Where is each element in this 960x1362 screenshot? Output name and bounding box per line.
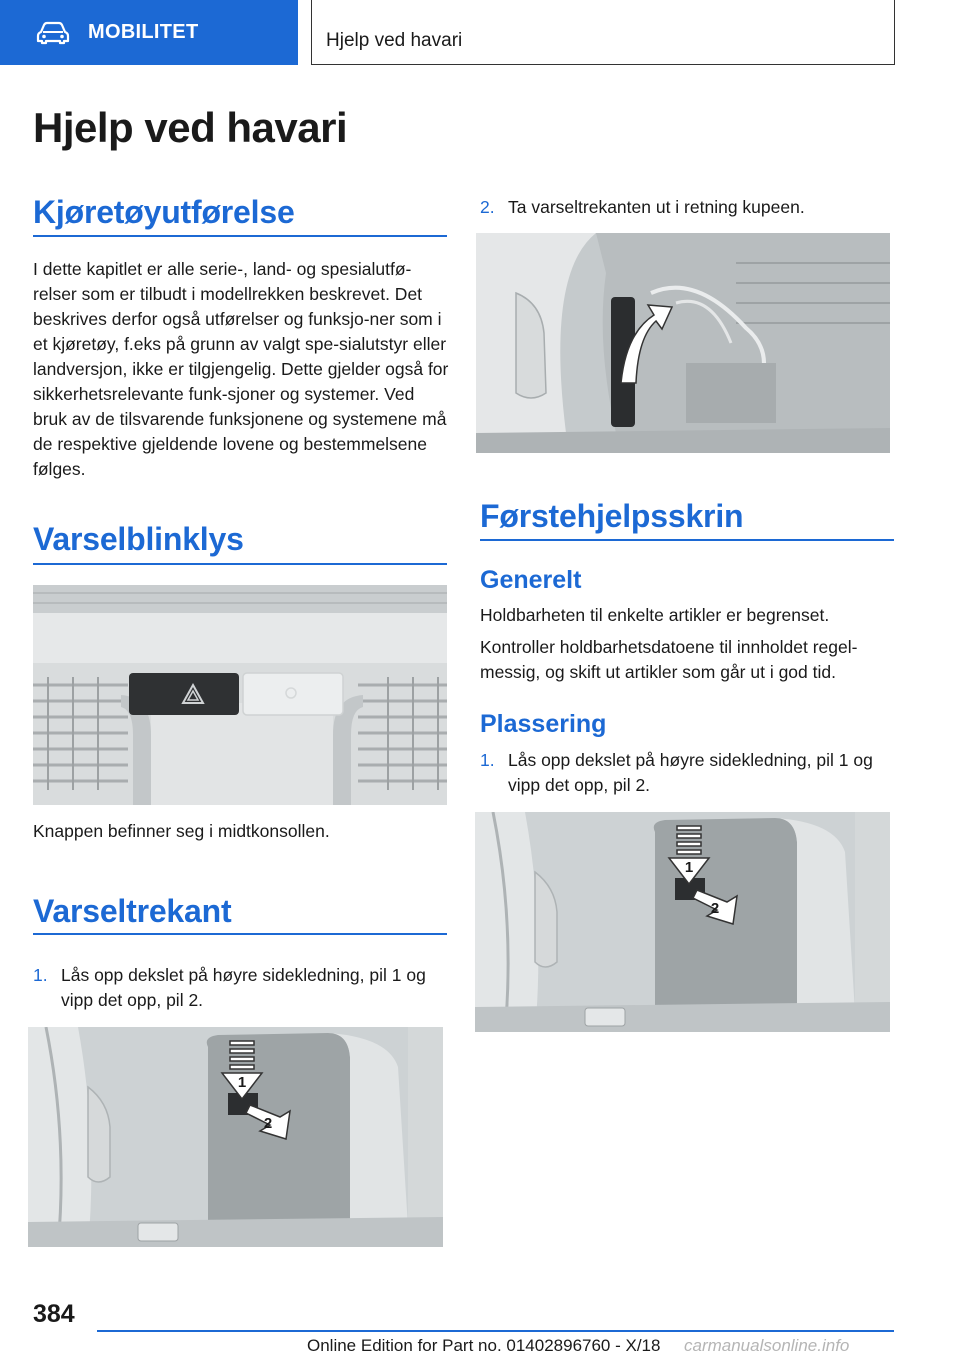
section-tab [0, 0, 298, 65]
general-heading: Generelt [480, 566, 582, 594]
general-text-1: Holdbarheten til enkelte artikler er begrenset. [480, 605, 830, 625]
triangle-removal-figure [476, 233, 890, 453]
chapter-header [311, 0, 895, 65]
step-number: 1. [33, 965, 48, 985]
step-number: 1. [480, 750, 495, 770]
arrow-label-1: 1 [684, 859, 694, 876]
vehicle-text: I dette kapitlet er alle serie-, land- og spesialutfø-relser som er tilbudt i modellrekken beskrevet. Det beskrives derfor også utførelser og funksjo-ner som i et kjøretøy, f.eks på grunn av valgt spe-sialutstyr eller landversjon, ikke er tilgjengelig. Dette gjelder også for sikkerhetsrelevante funk-sjoner og systemer. Ved bruk av de tilsvarende funksjonene og systemene må de respektive gjeldende lovene og bestemmelsene følges. [33, 259, 449, 479]
arrow-label-2: 2 [263, 1115, 273, 1132]
step-text: Ta varseltrekanten ut i retning kupeen. [508, 197, 805, 217]
step-text: Lås opp dekslet på høyre sidekledning, pil 1 og vipp det opp, pil 2. [61, 965, 426, 1010]
placement-heading: Plassering [480, 710, 607, 738]
heading-rule [33, 563, 447, 565]
page-title: Hjelp ved havari [33, 104, 348, 151]
section-label: MOBILITET [88, 21, 199, 43]
footer-rule [97, 1330, 894, 1332]
step-number: 2. [480, 197, 495, 217]
page-number: 384 [33, 1300, 75, 1328]
vehicle-heading: Kjøretøyutførelse [33, 194, 295, 230]
hazard-button-figure [33, 585, 447, 805]
hazard-caption: Knappen befinner seg i midtkonsollen. [33, 821, 330, 841]
step-text: Lås opp dekslet på høyre sidekledning, pil 1 og vipp det opp, pil 2. [508, 750, 873, 795]
triangle-heading: Varseltrekant [33, 893, 232, 929]
watermark: carmanualsonline.info [684, 1336, 850, 1355]
side-panel-figure-2 [475, 812, 890, 1032]
triangle-step-2 [480, 195, 894, 220]
arrow-label-2: 2 [710, 900, 720, 917]
heading-rule [33, 933, 447, 935]
hazard-heading: Varselblinklys [33, 521, 244, 557]
chapter-title: Hjelp ved havari [326, 30, 463, 51]
placement-step-1 [480, 748, 894, 798]
heading-rule [480, 539, 894, 541]
edition-text: Online Edition for Part no. 01402896760 - X/18 [307, 1336, 661, 1355]
car-icon [36, 21, 70, 45]
arrow-label-1: 1 [237, 1074, 247, 1091]
heading-rule [33, 235, 447, 237]
side-panel-figure-1 [28, 1027, 443, 1247]
firstaid-heading: Førstehjelpsskrin [480, 498, 744, 534]
general-text-2: Kontroller holdbarhetsdatoene til innholdet regel-messig, og skift ut artikler som går ut i god tid. [480, 637, 858, 682]
triangle-step-1 [33, 963, 447, 1013]
